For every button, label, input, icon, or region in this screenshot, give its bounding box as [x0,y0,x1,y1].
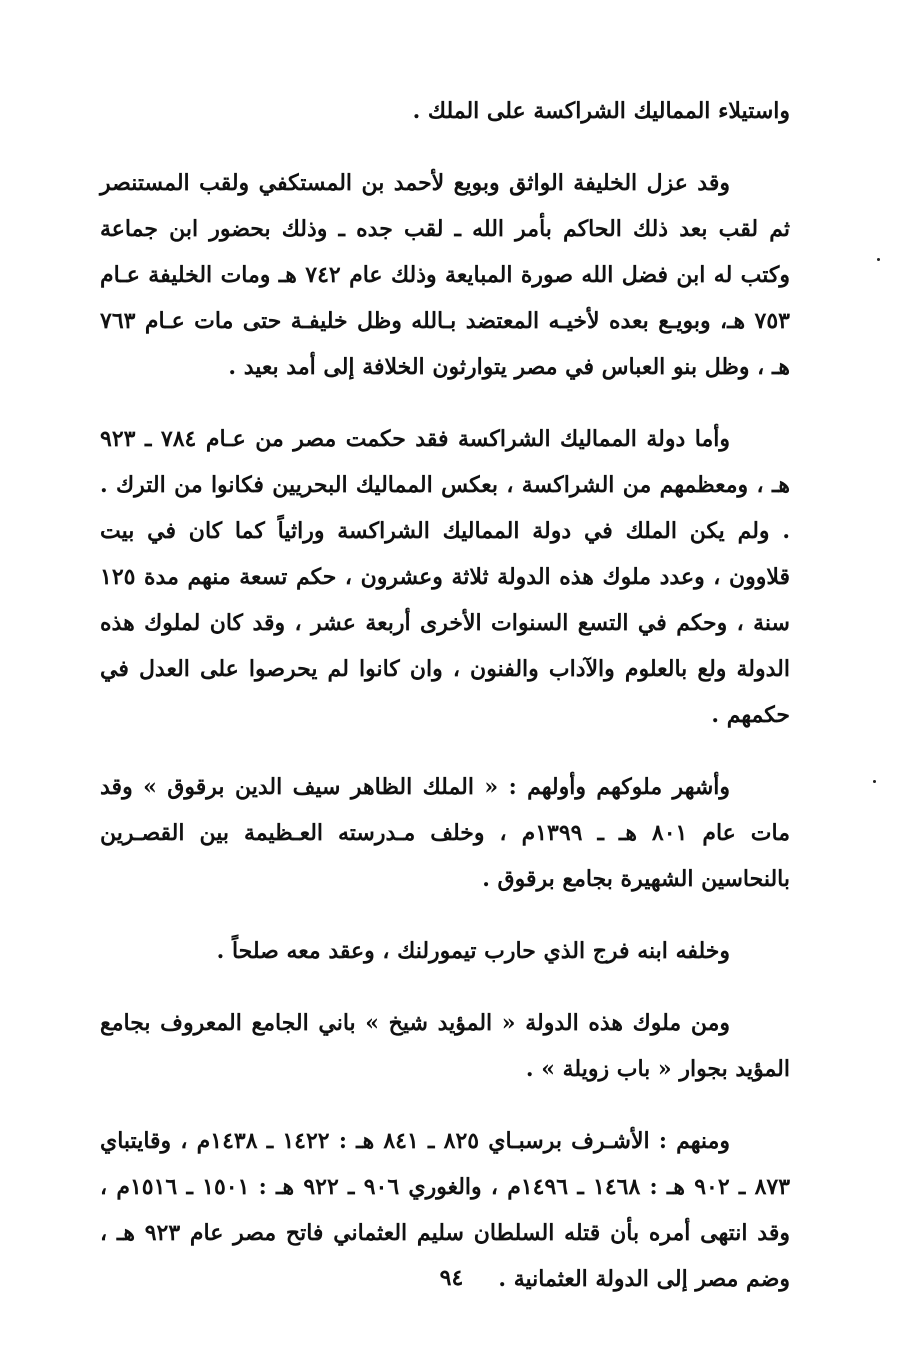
scan-speck [877,258,880,261]
paragraph: وأما دولة المماليك الشراكسة فقد حكمت مصر من عـام ٧٨٤ ـ ٩٢٣ هـ ، ومعظمهم من الشراكسة ، بعكس المماليك البحريين فكانوا من الترك . . ولم يكن الملك في دولة المماليك الشراكسة وراثياً كما كان في بيت قلاوون ، وعدد ملوك هذه الدولة ثلاثة وعشرون ، حكم تسعة منهم مدة ١٢٥ سنة ، وحكم في التسع السنوات الأخرى أربعة عشر ، وقد كان لملوك هذه الدولة ولع بالعلوم والآداب والفنون ، وان كانوا لم يحرصوا على العدل في حكمهم . [100,426,790,728]
paragraph: وخلفه ابنه فرج الذي حارب تيمورلنك ، وعقد معه صلحاً . [216,938,730,964]
paragraph: واستيلاء المماليك الشراكسة على الملك . [412,98,790,124]
body-text [100,88,790,1328]
paragraph: ومنهم : الأشـرف برسبـاي ٨٢٥ ـ ٨٤١ هـ : ١٤٢٢ ـ ١٤٣٨م ، وقايتباي ٨٧٣ ـ ٩٠٢ هـ : ١٤٦٨ ـ ١٤٩٦م ، والغوري ٩٠٦ ـ ٩٢٢ هـ : ١٥٠١ ـ ١٥١٦م ، وقد انتهى أمره بأن قتله السلطان سليم العثماني فاتح مصر عام ٩٢٣ هـ ، وضم مصر إلى الدولة العثمانية . [100,1128,791,1292]
paragraph: وقد عزل الخليفة الواثق وبويع لأحمد بن المستكفي ولقب المستنصر ثم لقب بعد ذلك الحاكم بأمر الله ـ لقب جده ـ وذلك بحضور ابن جماعة وكتب له ابن فضل الله صورة المبايعة وذلك عام ٧٤٢ هـ ومات الخليفة عـام ٧٥٣ هـ، وبويـع بعده لأخيـه المعتضد بـالله وظل خليفـة حتى مات عـام ٧٦٣ هـ ، وظل بنو العباس في مصر يتوارثون الخلافة إلى أمد بعيد . [100,170,791,380]
scan-speck [873,780,876,783]
page-number: ٩٤ [439,1265,464,1291]
paragraph: وأشهر ملوكهم وأولهم : « الملك الظاهر سيف الدين برقوق » وقد مات عام ٨٠١ هـ ـ ١٣٩٩م ، وخلف مـدرسته العـظيمة بين القصـرين بالنحاسين الشهيرة بجامع برقوق . [100,774,790,892]
paragraph: ومن ملوك هذه الدولة « المؤيد شيخ » باني الجامع المعروف بجامع المؤيد بجوار « باب زويلة » . [100,1010,790,1082]
